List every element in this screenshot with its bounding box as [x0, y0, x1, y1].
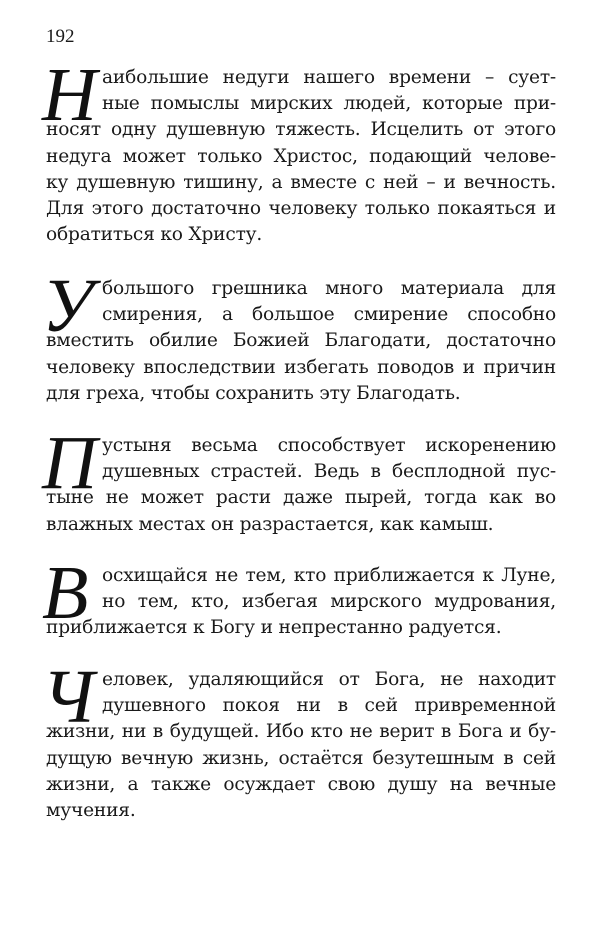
drop-cap: В [42, 551, 89, 635]
text-line: для греха, чтобы сохранить эту Благодать. [46, 382, 461, 404]
text-line: смирения, а большое смирение способно [102, 304, 556, 326]
paragraph [42, 655, 556, 824]
text-line: вместить обилие Божией Благодати, достаточно [46, 330, 556, 352]
text-line: дущую вечную жизнь, остаётся безутешным в сей [46, 747, 556, 769]
text-line: но тем, кто, избегая мирского мудрования, [102, 591, 556, 613]
text-line: обратиться ко Христу. [46, 224, 263, 246]
text-line: душевных страстей. Ведь в бесплодной пус- [102, 461, 556, 483]
text-line: устыня весьма способствует искоренению [102, 435, 556, 456]
drop-cap: Ч [42, 655, 95, 739]
text-line: жизни, ни в будущей. Ибо кто не верит в Бога и бу- [46, 721, 556, 743]
text-line: влажных местах он разрастается, как камыш. [46, 513, 494, 535]
text-line: приближается к Богу и непрестанно радуется. [46, 617, 502, 639]
text-line: недуга может только Христос, подающий челове- [46, 145, 556, 167]
page-number: 192 [46, 26, 75, 47]
text-line: большого грешника много материала для [102, 278, 556, 299]
paragraph [42, 264, 556, 407]
text-line: ные помыслы мирских людей, которые при- [102, 93, 556, 115]
text-line: мучения. [46, 799, 136, 821]
paragraph [42, 53, 556, 248]
text-line: ку душевную тишину, а вместе с ней – и вечность. [46, 171, 556, 193]
drop-cap: У [42, 264, 94, 348]
text-line: Для этого достаточно человеку только покаяться и [46, 197, 556, 219]
text-line: осхищайся не тем, кто приближается к Луне, [102, 565, 556, 586]
drop-cap: Н [42, 53, 97, 137]
paragraph [42, 421, 556, 538]
drop-cap: П [42, 421, 97, 505]
text-line: аибольшие недуги нашего времени – сует- [102, 67, 556, 88]
text-line: еловек, удаляющийся от Бога, не находит [102, 669, 556, 690]
text-line: душевного покоя ни в сей привременной [102, 695, 556, 717]
text-line: носят одну душевную тяжесть. Исцелить от этого [46, 119, 556, 141]
text-line: человеку впоследствии избегать поводов и причин [46, 356, 556, 378]
text-line: жизни, а также осуждает свою душу на вечные [46, 773, 556, 795]
text-line: тыне не может расти даже пырей, тогда как во [46, 487, 556, 509]
paragraph [42, 551, 556, 642]
